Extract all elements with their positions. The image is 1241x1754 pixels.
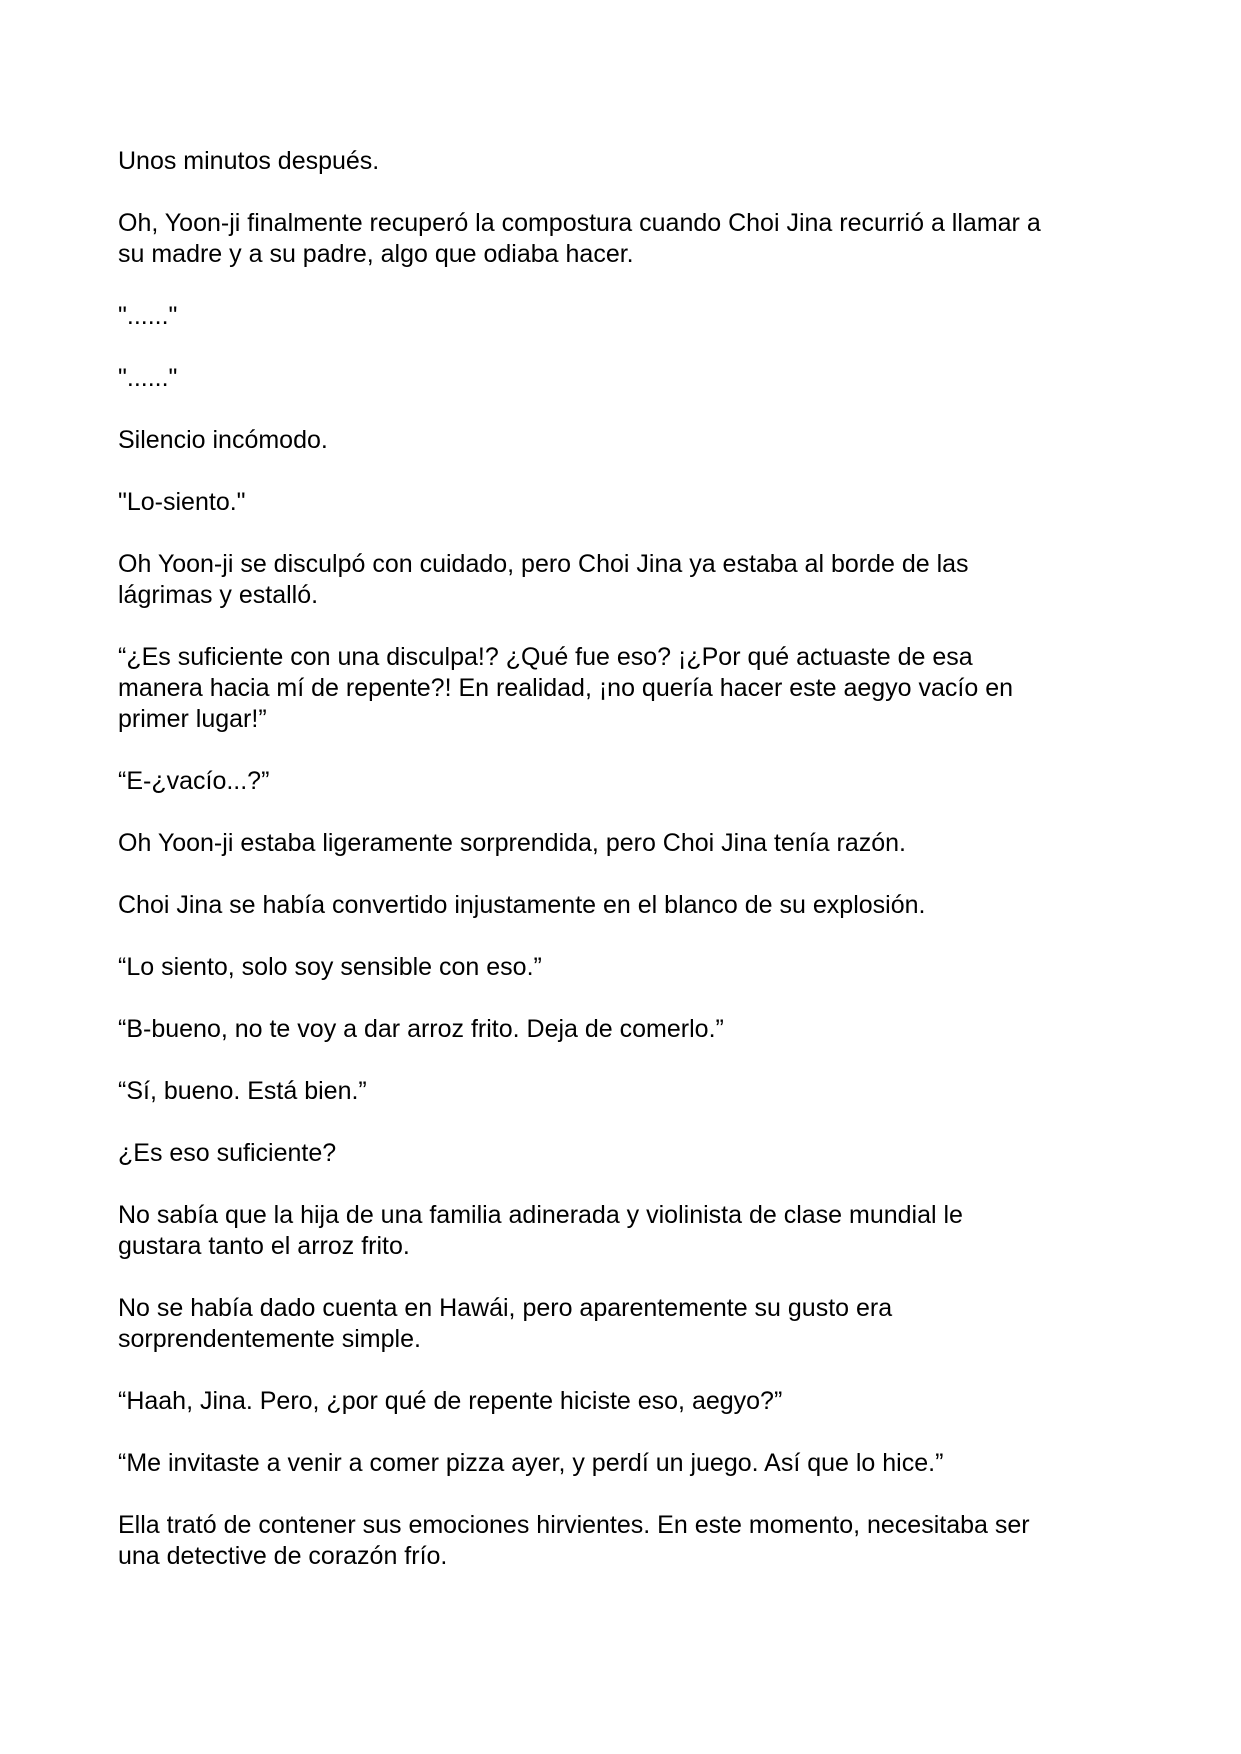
paragraph: “Haah, Jina. Pero, ¿por qué de repente hiciste eso, aegyo?” — [118, 1387, 783, 1415]
paragraph: "Lo-siento." — [118, 488, 246, 516]
paragraph: "......" — [118, 302, 178, 330]
paragraph: Ella trató de contener sus emociones hirvientes. En este momento, necesitaba ser una detective de corazón frío. — [118, 1511, 1030, 1570]
paragraph: “Sí, bueno. Está bien.” — [118, 1077, 367, 1105]
paragraph: “Lo siento, solo soy sensible con eso.” — [118, 953, 542, 981]
paragraph: “¿Es suficiente con una disculpa!? ¿Qué fue eso? ¡¿Por qué actuaste de esa manera hacia mí de repente?! En realidad, ¡no quería hacer este aegyo vacío en primer lugar!” — [118, 643, 1014, 733]
paragraph: Choi Jina se había convertido injustamente en el blanco de su explosión. — [118, 891, 926, 919]
paragraph: Oh Yoon-ji estaba ligeramente sorprendida, pero Choi Jina tenía razón. — [118, 829, 907, 857]
paragraph: No se había dado cuenta en Hawái, pero aparentemente su gusto era sorprendentemente simple. — [118, 1294, 893, 1353]
paragraph: “Me invitaste a venir a comer pizza ayer, y perdí un juego. Así que lo hice.” — [118, 1449, 944, 1477]
document-body — [118, 146, 1138, 1603]
paragraph: "......" — [118, 364, 178, 392]
paragraph: “E-¿vacío...?” — [118, 767, 270, 795]
paragraph: Oh Yoon-ji se disculpó con cuidado, pero Choi Jina ya estaba al borde de las lágrimas y estalló. — [118, 550, 969, 609]
paragraph: Silencio incómodo. — [118, 426, 328, 454]
paragraph: No sabía que la hija de una familia adinerada y violinista de clase mundial le gustara tanto el arroz frito. — [118, 1201, 963, 1260]
paragraph: ¿Es eso suficiente? — [118, 1139, 337, 1167]
paragraph: Oh, Yoon-ji finalmente recuperó la compostura cuando Choi Jina recurrió a llamar a su madre y a su padre, algo que odiaba hacer. — [118, 209, 1041, 268]
paragraph: Unos minutos después. — [118, 147, 380, 175]
paragraph: “B-bueno, no te voy a dar arroz frito. Deja de comerlo.” — [118, 1015, 724, 1043]
